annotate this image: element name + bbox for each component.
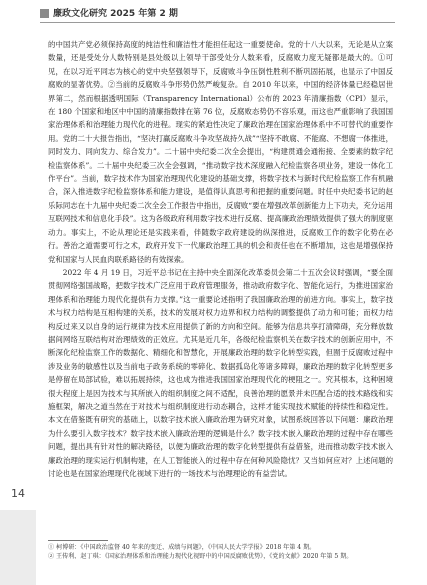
- footnotes: [48, 543, 393, 561]
- header-divider: [40, 22, 395, 23]
- journal-issue-title: 廉政文化研究 2025 年第 2 期: [53, 9, 178, 19]
- article-body: [48, 38, 393, 480]
- page-edge-tab: [0, 510, 36, 585]
- journal-mark-icon: [40, 9, 49, 18]
- body-paragraph: 的中国共产党必须保持高度的纯洁性和廉洁性才能担任起这一重要使命。党的十八大以来，无论是从立案数量，还是受处分人数特别是县处级以上领导干部受处分人数来看，反腐败力度无疑都是最大的。①可见，在以习近平同志为核心的党中央坚强领导下，反腐败斗争压倒性胜利不断巩固拓展，也显示了中国反腐败的显著优势。②当前的反腐败斗争形势仍然严峻复杂。自 2010 年以来，中国的经济体量已经稳居世界第二，然而根据透明国际（Transparency International）公布的 2023 年清廉指数（CPI）显示，在 180 个国家和地区中中国的清廉指数排在第 76 位，反腐败态势仍不容乐观，而这也严重影响了我国国家治理体系和治理能力现代化的进程。现实的紧迫性决定了廉政治理在国家治理体系中不可替代的重要作用。党的二十大报告指出，“坚决打赢反腐败斗争攻坚战持久战”“坚持不敢腐、不能腐、不想腐一体推进，同时发力、同向发力、综合发力”。二十届中央纪委二次全会提出，“构建贯通会通衔接、全要素的数字纪检监察体系”。二十届中央纪委三次全会强调，“推动数字技术深度融入纪检监察各项业务，建设一体化工作平台”。当前，数字技术作为国家治理现代化建设的基础支撑，将数字技术与新时代纪检监察工作有机融合，深入推进数字纪检监察体系和能力建设，是值得认真思考和把握的重要问题。时任中央纪委书记的赵乐际同志在十九届中央纪委二次全会工作报告中指出，反腐败“要在增强改革创新能力上下功夫，充分运用互联网技术和信息化手段”。这为各级政府利用数字技术进行反腐、提高廉政治理绩效提供了强大的制度驱动力。事实上，不论从理论还是实践来看，伴随数字政府建设的纵深推进，反腐败工作的数字化势在必行。善治之道需要可行之术，政府开发下一代廉政治理工具的机会和责任也在不断增加，这也是增强保持党和国家与人民血肉联系路径的有效探索。: [48, 40, 393, 264]
- running-header: [0, 0, 427, 30]
- page-number: 14: [11, 487, 25, 500]
- footnote-divider: [48, 540, 108, 541]
- footnote-item: ② 王传利、赵丁琪：《国家治理体系和治理能力现代化视野中的中国反腐败优势》，《党的文献》2020 年第 5 期。: [48, 553, 353, 560]
- footnote-item: ① 柯博研：《中国政治监督 40 年来的变迁、成绩与问题》，《中国人民大学学报》2018 年第 4 期。: [48, 544, 316, 551]
- body-paragraph: 2022 年 4 月 19 日，习近平总书记在主持中央全面深化改革委员会第二十五次会议时强调，“要全面贯彻网络强国战略，把数字技术广泛应用于政府管理服务，推动政府数字化、智能化运行，为推进国家治理体系和治理能力现代化提供有力支撑。”这一重要论述指明了我国廉政治理的前进方向。事实上，数字技术与权力结构是互相构建的关系，技术的发展对权力边界和权力结构的调整提供了动力和可能；而权力结构反过来又以自身的运行规律为技术应用提供了新的方向和空间。能够为信息共享打清障碍，充分释放数据间网络互联结构对治理绩效的正效应。尤其是近几年，各级纪检监察机关在数字技术的创新应用中，不断深化纪检监察工作的数据化、精细化和智慧化，开展廉政治理的数字化转型实践，但囿于反腐败过程中涉及业务的敏感性以及当前电子政务系统的零碎化、数据孤岛化等诸多障碍，廉政治理的数字化转型更多是停留在局部试验，难以拓展持续，这也成为推进我国国家治理现代化的梗阻之一。究其根本，这种困境很大程度上是因为技术与其所嵌入的组织制度之间不适配，良善治理的愿景并未匹配合适的技术路线和实施框架，解决之道当然在于对技术与组织制度进行动态耦合，这样才能实现技术赋能的持续性和稳定性。本文在借鉴既有研究的基础上，以数字技术嵌入廉政治理为研究对象，试图系统回答以下问题：廉政治理为什么要引入数字技术？数字技术嵌入廉政治理的逻辑是什么？数字技术嵌入廉政治理的过程中存在哪些问题，提出具有针对性的解决路径，以便为廉政治理的数字化转型提供有益借鉴，进而推动数字技术嵌入廉政治理的现实运行机制构建，在人工智能嵌入的过程中存在何种风险隐忧？又当如何应对？上述问题的讨论也是在国家治理现代化视域下进行的一场技术与治理理论的有益尝试。: [48, 267, 393, 478]
